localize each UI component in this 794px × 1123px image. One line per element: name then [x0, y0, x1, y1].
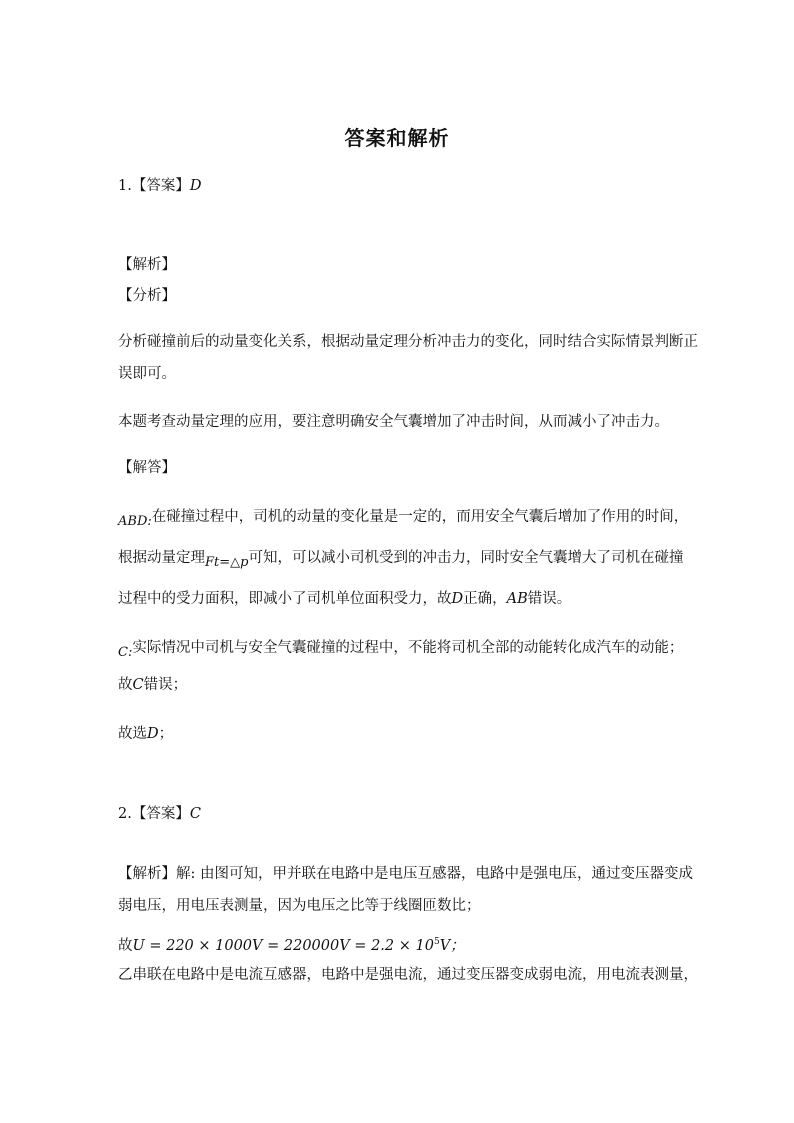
q2-answer-label: 【答案】: [131, 806, 190, 822]
page-title: 答案和解析: [344, 126, 450, 150]
q2-formula-line: [118, 933, 465, 955]
q2-line-2: 弱电压，用电压表测量，因为电压之比等于线圈匝数比；: [118, 898, 481, 914]
q1-area-text-1: 过程中的受力面积，即减小了司机单位面积受力，故: [118, 591, 452, 607]
q1-choose-line: [118, 725, 173, 743]
q2-answer-line: [118, 805, 201, 823]
q1-abd-prefix: ABD:: [118, 514, 152, 529]
q1-c-conclusion: [118, 676, 187, 694]
q2-jie-text: 解: 由图可知，甲并联在电路中是电压互感器，电路中是强电压，通过变压器变成: [176, 866, 693, 882]
q1-theorem-formula: Ft=△p: [205, 555, 249, 570]
q2-line-4: 乙串联在电路中是电流互感器，电路中是强电流，通过变压器变成弱电流，用电流表测量，: [118, 967, 698, 983]
q1-theorem-text-2: 可知，可以减小司机受到的冲击力，同时安全气囊增大了司机在碰撞: [248, 550, 684, 566]
q2-answer-value: C: [189, 806, 201, 822]
q1-c-prefix: C:: [118, 645, 133, 660]
q1-c-conclusion-c: C: [132, 677, 144, 693]
q1-theorem-line: [118, 549, 683, 568]
q1-answer-line: [118, 177, 201, 195]
q1-c-line: [118, 639, 683, 658]
q2-jiexi-label: 【解析】: [118, 866, 176, 882]
q2-formula-tail: V；: [439, 937, 465, 954]
q1-area-text-2: 正确，: [463, 591, 507, 607]
q1-area-ab: AB: [506, 591, 528, 607]
q1-c-text: 实际情况中司机与安全气囊碰撞的过程中，不能将司机全部的动能转化成汽车的动能；: [132, 640, 684, 656]
q1-jieda-label: 【解答】: [118, 460, 176, 476]
q1-topic-line: 本题考查动量定理的应用，要注意明确安全气囊增加了冲击时间，从而减小了冲击力。: [118, 414, 669, 430]
q1-answer-value: D: [189, 178, 202, 194]
q2-jiexi-line: [118, 865, 693, 883]
q1-analysis-line-2: 误即可。: [118, 366, 176, 382]
q1-jiexi-label: 【解析】: [118, 257, 176, 273]
q1-fenxi-label: 【分析】: [118, 288, 176, 304]
q1-abd-text: 在碰撞过程中，司机的动量的变化量是一定的，而用安全气囊后增加了作用的时间，: [151, 509, 689, 525]
q1-area-line: [118, 590, 571, 608]
q1-c-conclusion-1: 故: [118, 677, 133, 693]
q2-formula-exp: 5: [433, 937, 440, 947]
q2-gu: 故: [118, 937, 133, 954]
q1-choose-2: ；: [158, 726, 174, 742]
q1-choose-1: 故选: [118, 726, 147, 742]
q1-answer-label: 【答案】: [131, 178, 190, 194]
q1-abd-line: [118, 508, 688, 527]
q2-formula-main: U = 220 × 1000V = 220000V = 2.2 × 10: [132, 937, 434, 954]
q1-choose-d: D: [147, 726, 159, 742]
q1-area-text-3: 错误。: [527, 591, 572, 607]
q1-c-conclusion-2: 错误；: [143, 677, 188, 693]
q1-number: 1.: [118, 178, 132, 194]
q2-number: 2.: [118, 806, 132, 822]
q1-theorem-text-1: 根据动量定理: [118, 550, 205, 566]
q1-analysis-line-1: 分析碰撞前后的动量变化关系，根据动量定理分析冲击力的变化，同时结合实际情景判断正: [118, 334, 698, 350]
q1-area-d: D: [451, 591, 464, 607]
